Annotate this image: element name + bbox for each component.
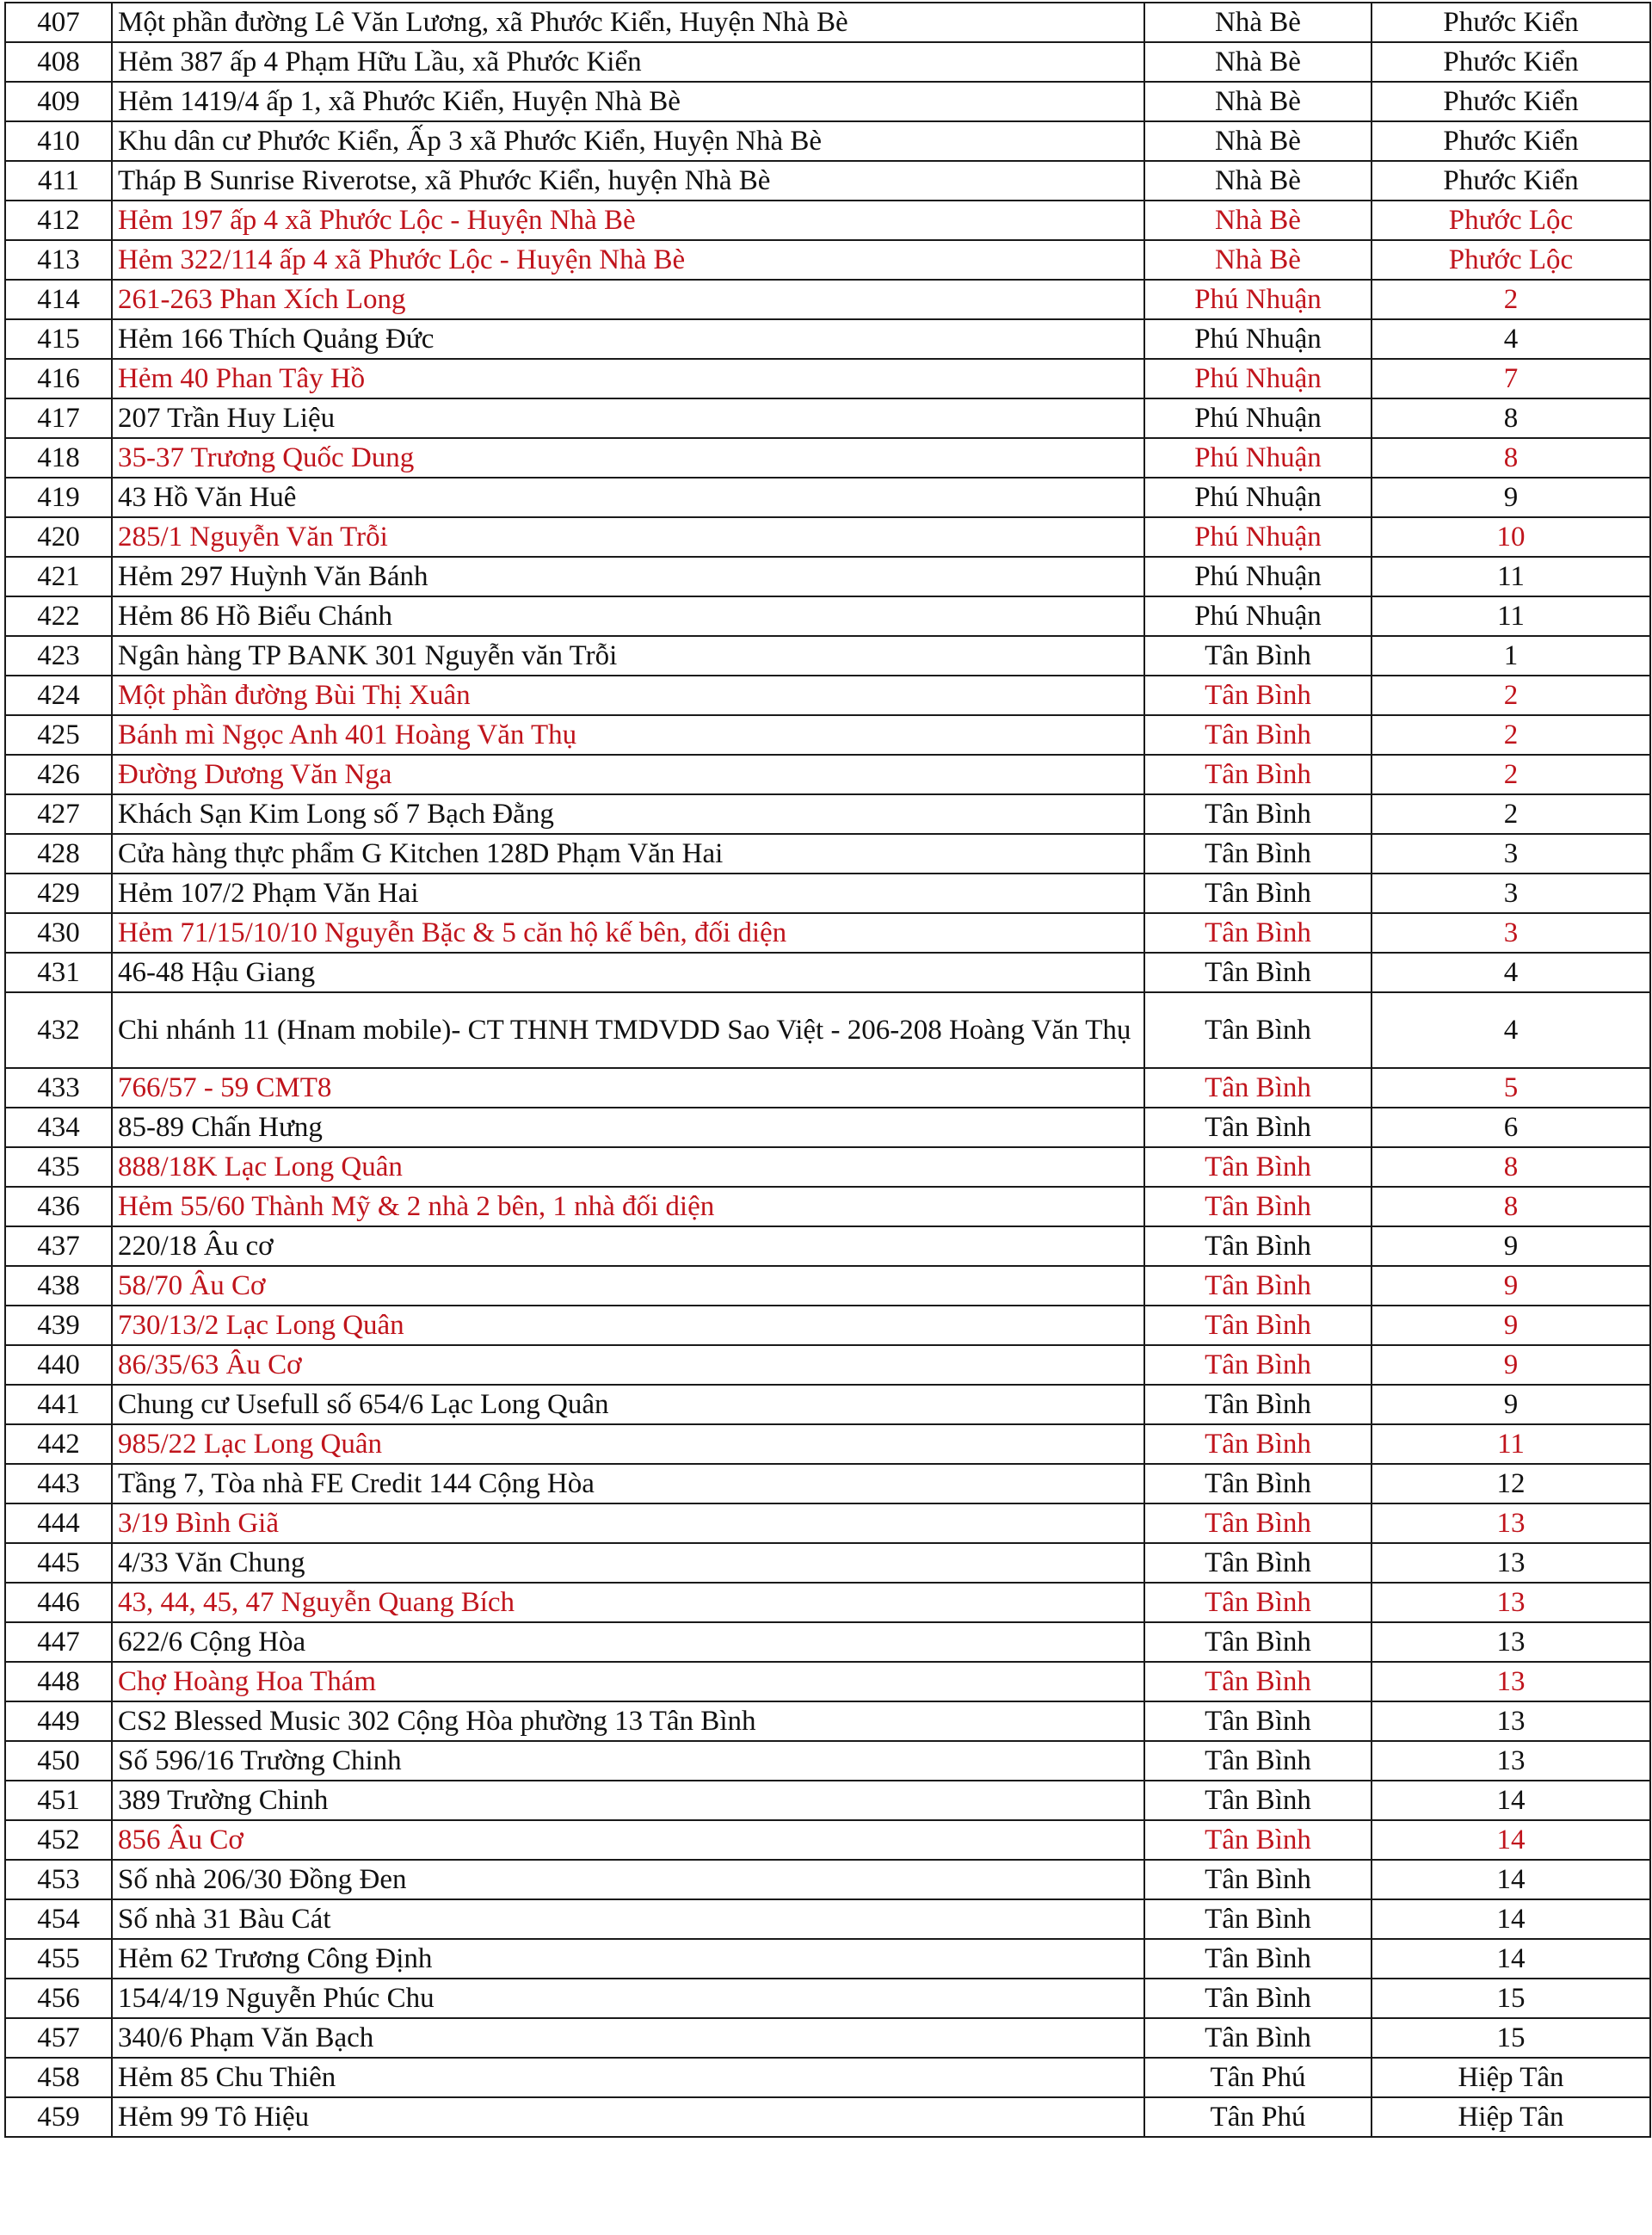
- district-cell: Tân Bình: [1144, 1108, 1372, 1147]
- address-cell: 85-89 Chấn Hưng: [112, 1108, 1144, 1147]
- ward-cell: 2: [1372, 794, 1650, 834]
- table-row: [5, 1503, 1650, 1543]
- row-number-cell: 421: [5, 557, 112, 596]
- district-cell: Tân Bình: [1144, 913, 1372, 953]
- table-row: [5, 676, 1650, 715]
- table-row: [5, 478, 1650, 517]
- table-row: [5, 359, 1650, 398]
- ward-cell: 2: [1372, 755, 1650, 794]
- address-cell: Hẻm 62 Trương Công Định: [112, 1939, 1144, 1979]
- address-cell: 766/57 - 59 CMT8: [112, 1068, 1144, 1108]
- row-number-cell: 454: [5, 1899, 112, 1939]
- district-cell: Phú Nhuận: [1144, 517, 1372, 557]
- table-row: [5, 913, 1650, 953]
- ward-cell: 8: [1372, 1187, 1650, 1226]
- table-row: [5, 1226, 1650, 1266]
- table-row: [5, 319, 1650, 359]
- row-number-cell: 440: [5, 1345, 112, 1385]
- row-number-cell: 420: [5, 517, 112, 557]
- address-cell: Bánh mì Ngọc Anh 401 Hoàng Văn Thụ: [112, 715, 1144, 755]
- district-cell: Tân Bình: [1144, 1701, 1372, 1741]
- ward-cell: 2: [1372, 676, 1650, 715]
- table-row: [5, 1622, 1650, 1662]
- ward-cell: Phước Kiển: [1372, 42, 1650, 82]
- ward-cell: 4: [1372, 953, 1650, 992]
- address-cell: 43 Hồ Văn Huê: [112, 478, 1144, 517]
- location-table-page: [4, 2, 1649, 2232]
- table-row: [5, 1662, 1650, 1701]
- district-cell: Phú Nhuận: [1144, 280, 1372, 319]
- district-cell: Tân Bình: [1144, 1899, 1372, 1939]
- ward-cell: 3: [1372, 874, 1650, 913]
- address-cell: Hẻm 322/114 ấp 4 xã Phước Lộc - Huyện Nhà Bè: [112, 240, 1144, 280]
- district-cell: Nhà Bè: [1144, 3, 1372, 42]
- address-cell: Đường Dương Văn Nga: [112, 755, 1144, 794]
- address-cell: Một phần đường Bùi Thị Xuân: [112, 676, 1144, 715]
- district-cell: Tân Bình: [1144, 1820, 1372, 1860]
- table-row: [5, 1424, 1650, 1464]
- address-cell: Tầng 7, Tòa nhà FE Credit 144 Cộng Hòa: [112, 1464, 1144, 1503]
- address-cell: Hẻm 40 Phan Tây Hồ: [112, 359, 1144, 398]
- ward-cell: 9: [1372, 478, 1650, 517]
- ward-cell: 13: [1372, 1662, 1650, 1701]
- ward-cell: 8: [1372, 438, 1650, 478]
- table-row: [5, 280, 1650, 319]
- row-number-cell: 419: [5, 478, 112, 517]
- district-cell: Tân Bình: [1144, 1979, 1372, 2018]
- district-cell: Phú Nhuận: [1144, 438, 1372, 478]
- table-row: [5, 2058, 1650, 2097]
- row-number-cell: 412: [5, 201, 112, 240]
- address-cell: 285/1 Nguyễn Văn Trỗi: [112, 517, 1144, 557]
- row-number-cell: 432: [5, 992, 112, 1068]
- row-number-cell: 437: [5, 1226, 112, 1266]
- address-cell: Số nhà 31 Bàu Cát: [112, 1899, 1144, 1939]
- district-cell: Tân Bình: [1144, 1464, 1372, 1503]
- address-cell: 985/22 Lạc Long Quân: [112, 1424, 1144, 1464]
- row-number-cell: 431: [5, 953, 112, 992]
- address-cell: 207 Trần Huy Liệu: [112, 398, 1144, 438]
- row-number-cell: 449: [5, 1701, 112, 1741]
- ward-cell: 15: [1372, 2018, 1650, 2058]
- district-cell: Tân Phú: [1144, 2097, 1372, 2137]
- address-cell: Chợ Hoàng Hoa Thám: [112, 1662, 1144, 1701]
- address-cell: Số nhà 206/30 Đồng Đen: [112, 1860, 1144, 1899]
- ward-cell: 8: [1372, 1147, 1650, 1187]
- district-cell: Tân Phú: [1144, 2058, 1372, 2097]
- district-cell: Phú Nhuận: [1144, 478, 1372, 517]
- row-number-cell: 426: [5, 755, 112, 794]
- district-cell: Tân Bình: [1144, 834, 1372, 874]
- table-row: [5, 1543, 1650, 1583]
- table-row: [5, 794, 1650, 834]
- address-cell: Chi nhánh 11 (Hnam mobile)- CT THNH TMDVDD Sao Việt - 206-208 Hoàng Văn Thụ: [112, 992, 1144, 1068]
- row-number-cell: 422: [5, 596, 112, 636]
- district-cell: Tân Bình: [1144, 1741, 1372, 1781]
- ward-cell: 1: [1372, 636, 1650, 676]
- table-row: [5, 1108, 1650, 1147]
- district-cell: Tân Bình: [1144, 636, 1372, 676]
- district-cell: Nhà Bè: [1144, 240, 1372, 280]
- table-row: [5, 1306, 1650, 1345]
- district-cell: Tân Bình: [1144, 953, 1372, 992]
- table-row: [5, 1781, 1650, 1820]
- ward-cell: 8: [1372, 398, 1650, 438]
- ward-cell: 14: [1372, 1781, 1650, 1820]
- row-number-cell: 459: [5, 2097, 112, 2137]
- ward-cell: 11: [1372, 596, 1650, 636]
- address-cell: 730/13/2 Lạc Long Quân: [112, 1306, 1144, 1345]
- table-row: [5, 1385, 1650, 1424]
- table-row: [5, 1860, 1650, 1899]
- row-number-cell: 451: [5, 1781, 112, 1820]
- address-cell: Một phần đường Lê Văn Lương, xã Phước Kiển, Huyện Nhà Bè: [112, 3, 1144, 42]
- table-row: [5, 1266, 1650, 1306]
- row-number-cell: 456: [5, 1979, 112, 2018]
- table-row: [5, 1939, 1650, 1979]
- address-cell: 856 Âu Cơ: [112, 1820, 1144, 1860]
- address-cell: Số 596/16 Trường Chinh: [112, 1741, 1144, 1781]
- address-cell: Khách Sạn Kim Long số 7 Bạch Đằng: [112, 794, 1144, 834]
- row-number-cell: 441: [5, 1385, 112, 1424]
- address-cell: Hẻm 71/15/10/10 Nguyễn Bặc & 5 căn hộ kế bên, đối diện: [112, 913, 1144, 953]
- district-cell: Tân Bình: [1144, 2018, 1372, 2058]
- address-cell: 46-48 Hậu Giang: [112, 953, 1144, 992]
- district-cell: Tân Bình: [1144, 1068, 1372, 1108]
- address-cell: 888/18K Lạc Long Quân: [112, 1147, 1144, 1187]
- row-number-cell: 408: [5, 42, 112, 82]
- address-cell: Hẻm 297 Huỳnh Văn Bánh: [112, 557, 1144, 596]
- row-number-cell: 438: [5, 1266, 112, 1306]
- row-number-cell: 417: [5, 398, 112, 438]
- address-cell: Tháp B Sunrise Riverotse, xã Phước Kiển, huyện Nhà Bè: [112, 161, 1144, 201]
- district-cell: Tân Bình: [1144, 1187, 1372, 1226]
- row-number-cell: 413: [5, 240, 112, 280]
- table-row: [5, 82, 1650, 121]
- district-cell: Tân Bình: [1144, 1503, 1372, 1543]
- table-row: [5, 874, 1650, 913]
- district-cell: Tân Bình: [1144, 1345, 1372, 1385]
- row-number-cell: 439: [5, 1306, 112, 1345]
- row-number-cell: 445: [5, 1543, 112, 1583]
- district-cell: Tân Bình: [1144, 1781, 1372, 1820]
- table-row: [5, 1068, 1650, 1108]
- row-number-cell: 428: [5, 834, 112, 874]
- district-cell: Tân Bình: [1144, 1860, 1372, 1899]
- table-row: [5, 1979, 1650, 2018]
- row-number-cell: 433: [5, 1068, 112, 1108]
- ward-cell: 7: [1372, 359, 1650, 398]
- address-cell: Chung cư Usefull số 654/6 Lạc Long Quân: [112, 1385, 1144, 1424]
- district-cell: Tân Bình: [1144, 715, 1372, 755]
- row-number-cell: 424: [5, 676, 112, 715]
- table-row: [5, 42, 1650, 82]
- row-number-cell: 458: [5, 2058, 112, 2097]
- ward-cell: 3: [1372, 913, 1650, 953]
- address-cell: 58/70 Âu Cơ: [112, 1266, 1144, 1306]
- address-cell: Hẻm 86 Hồ Biểu Chánh: [112, 596, 1144, 636]
- row-number-cell: 450: [5, 1741, 112, 1781]
- table-row: [5, 557, 1650, 596]
- row-number-cell: 416: [5, 359, 112, 398]
- table-row: [5, 1820, 1650, 1860]
- address-cell: Hẻm 85 Chu Thiên: [112, 2058, 1144, 2097]
- table-row: [5, 398, 1650, 438]
- district-cell: Phú Nhuận: [1144, 398, 1372, 438]
- address-cell: 3/19 Bình Giã: [112, 1503, 1144, 1543]
- row-number-cell: 453: [5, 1860, 112, 1899]
- row-number-cell: 448: [5, 1662, 112, 1701]
- location-table: [4, 2, 1651, 2138]
- table-row: [5, 834, 1650, 874]
- ward-cell: Phước Lộc: [1372, 201, 1650, 240]
- district-cell: Tân Bình: [1144, 755, 1372, 794]
- row-number-cell: 415: [5, 319, 112, 359]
- district-cell: Phú Nhuận: [1144, 359, 1372, 398]
- ward-cell: 14: [1372, 1939, 1650, 1979]
- district-cell: Tân Bình: [1144, 1939, 1372, 1979]
- ward-cell: 3: [1372, 834, 1650, 874]
- row-number-cell: 447: [5, 1622, 112, 1662]
- ward-cell: 10: [1372, 517, 1650, 557]
- row-number-cell: 410: [5, 121, 112, 161]
- address-cell: Khu dân cư Phước Kiển, Ấp 3 xã Phước Kiển, Huyện Nhà Bè: [112, 121, 1144, 161]
- table-row: [5, 1464, 1650, 1503]
- district-cell: Tân Bình: [1144, 874, 1372, 913]
- ward-cell: Phước Kiển: [1372, 161, 1650, 201]
- district-cell: Tân Bình: [1144, 794, 1372, 834]
- district-cell: Phú Nhuận: [1144, 596, 1372, 636]
- table-row: [5, 1899, 1650, 1939]
- district-cell: Tân Bình: [1144, 1147, 1372, 1187]
- address-cell: 154/4/19 Nguyễn Phúc Chu: [112, 1979, 1144, 2018]
- row-number-cell: 409: [5, 82, 112, 121]
- table-row: [5, 121, 1650, 161]
- district-cell: Tân Bình: [1144, 1543, 1372, 1583]
- table-row: [5, 1345, 1650, 1385]
- ward-cell: 14: [1372, 1899, 1650, 1939]
- table-row: [5, 438, 1650, 478]
- row-number-cell: 427: [5, 794, 112, 834]
- district-cell: Tân Bình: [1144, 1662, 1372, 1701]
- ward-cell: 4: [1372, 319, 1650, 359]
- ward-cell: 6: [1372, 1108, 1650, 1147]
- address-cell: Hẻm 197 ấp 4 xã Phước Lộc - Huyện Nhà Bè: [112, 201, 1144, 240]
- district-cell: Tân Bình: [1144, 1583, 1372, 1622]
- district-cell: Tân Bình: [1144, 1226, 1372, 1266]
- row-number-cell: 407: [5, 3, 112, 42]
- ward-cell: 9: [1372, 1266, 1650, 1306]
- address-cell: Hẻm 107/2 Phạm Văn Hai: [112, 874, 1144, 913]
- address-cell: 220/18 Âu cơ: [112, 1226, 1144, 1266]
- district-cell: Nhà Bè: [1144, 82, 1372, 121]
- table-row: [5, 2097, 1650, 2137]
- district-cell: Nhà Bè: [1144, 121, 1372, 161]
- row-number-cell: 443: [5, 1464, 112, 1503]
- row-number-cell: 423: [5, 636, 112, 676]
- table-row: [5, 953, 1650, 992]
- ward-cell: 9: [1372, 1385, 1650, 1424]
- table-row: [5, 517, 1650, 557]
- district-cell: Tân Bình: [1144, 1424, 1372, 1464]
- district-cell: Tân Bình: [1144, 1266, 1372, 1306]
- ward-cell: 12: [1372, 1464, 1650, 1503]
- district-cell: Phú Nhuận: [1144, 319, 1372, 359]
- ward-cell: 13: [1372, 1701, 1650, 1741]
- row-number-cell: 442: [5, 1424, 112, 1464]
- row-number-cell: 430: [5, 913, 112, 953]
- ward-cell: 13: [1372, 1543, 1650, 1583]
- address-cell: 35-37 Trương Quốc Dung: [112, 438, 1144, 478]
- row-number-cell: 425: [5, 715, 112, 755]
- district-cell: Nhà Bè: [1144, 161, 1372, 201]
- ward-cell: 11: [1372, 557, 1650, 596]
- address-cell: 4/33 Văn Chung: [112, 1543, 1144, 1583]
- district-cell: Nhà Bè: [1144, 42, 1372, 82]
- row-number-cell: 452: [5, 1820, 112, 1860]
- ward-cell: Hiệp Tân: [1372, 2097, 1650, 2137]
- ward-cell: 13: [1372, 1741, 1650, 1781]
- table-row: [5, 201, 1650, 240]
- ward-cell: 9: [1372, 1306, 1650, 1345]
- row-number-cell: 435: [5, 1147, 112, 1187]
- table-row: [5, 3, 1650, 42]
- address-cell: 86/35/63 Âu Cơ: [112, 1345, 1144, 1385]
- district-cell: Tân Bình: [1144, 676, 1372, 715]
- address-cell: Ngân hàng TP BANK 301 Nguyễn văn Trỗi: [112, 636, 1144, 676]
- table-row: [5, 1147, 1650, 1187]
- district-cell: Tân Bình: [1144, 1385, 1372, 1424]
- ward-cell: 13: [1372, 1622, 1650, 1662]
- address-cell: Hẻm 166 Thích Quảng Đức: [112, 319, 1144, 359]
- row-number-cell: 457: [5, 2018, 112, 2058]
- ward-cell: 9: [1372, 1345, 1650, 1385]
- row-number-cell: 414: [5, 280, 112, 319]
- address-cell: 622/6 Cộng Hòa: [112, 1622, 1144, 1662]
- address-cell: Cửa hàng thực phẩm G Kitchen 128D Phạm Văn Hai: [112, 834, 1144, 874]
- row-number-cell: 436: [5, 1187, 112, 1226]
- row-number-cell: 418: [5, 438, 112, 478]
- table-row: [5, 715, 1650, 755]
- table-row: [5, 596, 1650, 636]
- address-cell: Hẻm 55/60 Thành Mỹ & 2 nhà 2 bên, 1 nhà đối diện: [112, 1187, 1144, 1226]
- row-number-cell: 411: [5, 161, 112, 201]
- ward-cell: 5: [1372, 1068, 1650, 1108]
- district-cell: Tân Bình: [1144, 992, 1372, 1068]
- table-row: [5, 1741, 1650, 1781]
- address-cell: Hẻm 387 ấp 4 Phạm Hữu Lầu, xã Phước Kiển: [112, 42, 1144, 82]
- table-row: [5, 636, 1650, 676]
- table-row: [5, 755, 1650, 794]
- ward-cell: 14: [1372, 1820, 1650, 1860]
- table-body: [5, 3, 1650, 2137]
- row-number-cell: 446: [5, 1583, 112, 1622]
- table-row: [5, 1583, 1650, 1622]
- table-row: [5, 1701, 1650, 1741]
- address-cell: 43, 44, 45, 47 Nguyễn Quang Bích: [112, 1583, 1144, 1622]
- ward-cell: 13: [1372, 1503, 1650, 1543]
- district-cell: Tân Bình: [1144, 1306, 1372, 1345]
- ward-cell: Hiệp Tân: [1372, 2058, 1650, 2097]
- ward-cell: 11: [1372, 1424, 1650, 1464]
- district-cell: Phú Nhuận: [1144, 557, 1372, 596]
- ward-cell: 2: [1372, 280, 1650, 319]
- row-number-cell: 455: [5, 1939, 112, 1979]
- table-row: [5, 240, 1650, 280]
- row-number-cell: 429: [5, 874, 112, 913]
- address-cell: Hẻm 1419/4 ấp 1, xã Phước Kiển, Huyện Nhà Bè: [112, 82, 1144, 121]
- ward-cell: Phước Lộc: [1372, 240, 1650, 280]
- ward-cell: 2: [1372, 715, 1650, 755]
- ward-cell: 9: [1372, 1226, 1650, 1266]
- ward-cell: Phước Kiển: [1372, 82, 1650, 121]
- address-cell: CS2 Blessed Music 302 Cộng Hòa phường 13 Tân Bình: [112, 1701, 1144, 1741]
- table-row: [5, 1187, 1650, 1226]
- ward-cell: 13: [1372, 1583, 1650, 1622]
- district-cell: Tân Bình: [1144, 1622, 1372, 1662]
- ward-cell: 15: [1372, 1979, 1650, 2018]
- table-row: [5, 161, 1650, 201]
- ward-cell: 14: [1372, 1860, 1650, 1899]
- row-number-cell: 444: [5, 1503, 112, 1543]
- ward-cell: Phước Kiển: [1372, 121, 1650, 161]
- address-cell: Hẻm 99 Tô Hiệu: [112, 2097, 1144, 2137]
- row-number-cell: 434: [5, 1108, 112, 1147]
- table-row: [5, 2018, 1650, 2058]
- address-cell: 261-263 Phan Xích Long: [112, 280, 1144, 319]
- district-cell: Nhà Bè: [1144, 201, 1372, 240]
- ward-cell: Phước Kiển: [1372, 3, 1650, 42]
- table-row: [5, 992, 1650, 1068]
- address-cell: 389 Trường Chinh: [112, 1781, 1144, 1820]
- address-cell: 340/6 Phạm Văn Bạch: [112, 2018, 1144, 2058]
- ward-cell: 4: [1372, 992, 1650, 1068]
